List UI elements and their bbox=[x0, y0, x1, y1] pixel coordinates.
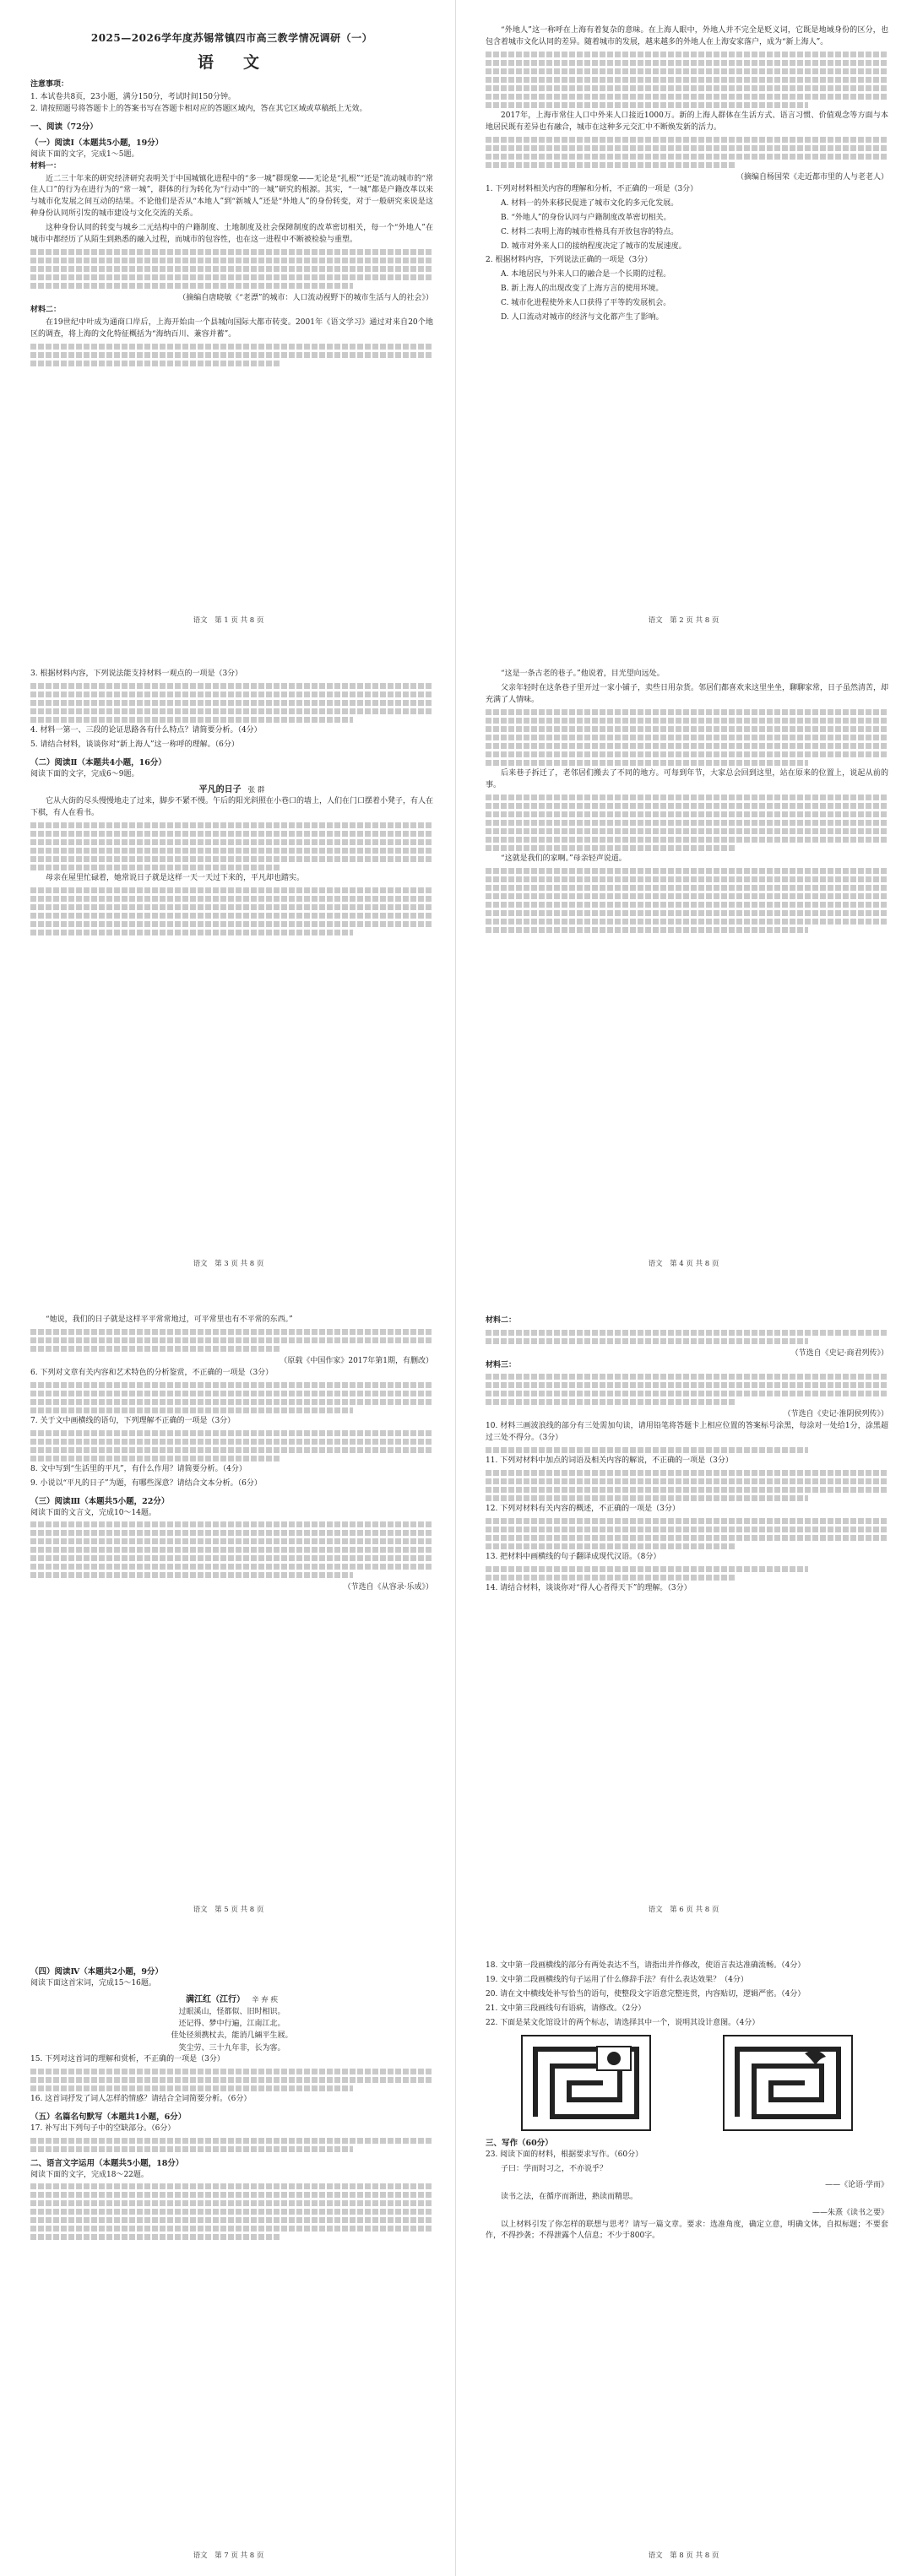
article-title bbox=[30, 782, 433, 794]
question: 8. 文中写到“生活里的平凡”，有什么作用？请简要分析。（4分） bbox=[30, 1464, 247, 1473]
passage-paragraph: “她说，我们的日子就是这样平平常常地过，可平常里也有不平常的东西。” bbox=[46, 1315, 293, 1324]
quote-text: 读书之法，在循序而渐进，熟读而精思。 bbox=[501, 2192, 638, 2201]
instruction: 阅读下面这首宋词，完成15～16题。 bbox=[30, 1979, 156, 1988]
page-footer: 语文 第 5 页 共 8 页 bbox=[193, 1906, 264, 1914]
logo-figures bbox=[486, 2035, 888, 2131]
passage-paragraph: 在19世纪中叶成为通商口岸后，上海开始由一个县城向国际大都市转变。2001年《语文学习》通过对来自20个地区的调查，将上海的文化特征概括为“海纳百川、兼容并蓄”。 bbox=[30, 317, 433, 339]
material-label: 材料一： bbox=[30, 162, 62, 171]
question: 16. 这首词抒发了词人怎样的情感？请结合全词简要分析。（6分） bbox=[30, 2095, 252, 2103]
passage-paragraph: 这种身份认同的转变与城乡二元结构中的户籍制度、土地制度及社会保障制度的改革密切相关，每一个“外地人”在城市中都经历了从陌生到熟悉的融入过程，而城市的包容性，也在这一进程中不断被检验与重塑。 bbox=[30, 224, 433, 245]
subsection-heading: （一）阅读Ⅰ（本题共5小题，19分） bbox=[30, 138, 164, 148]
exam-page-1 bbox=[7, 7, 450, 632]
option: C. 材料二表明上海的城市性格具有开放包容的特点。 bbox=[501, 227, 679, 236]
question: 12. 下列对材料有关内容的概述，不正确的一项是（3分） bbox=[486, 1504, 680, 1513]
logo-figure-b bbox=[723, 2035, 853, 2131]
passage-paragraph: 2017年，上海市常住人口中外来人口接近1000万。新的上海人群体在生活方式、语言习惯、价值观念等方面与本地居民既有差异也有融合，城市在这种多元交汇中不断焕发新的活力。 bbox=[486, 111, 888, 132]
subject-title: 语 文 bbox=[197, 53, 266, 72]
poem-line: 笑尘劳、三十九年非，长为客。 bbox=[178, 2043, 285, 2053]
note-item: 1. 本试卷共8页，23小题，满分150分，考试时间150分钟。 bbox=[30, 92, 236, 101]
logo-figure-a bbox=[521, 2035, 651, 2131]
page-footer: 语文 第 7 页 共 8 页 bbox=[193, 2552, 264, 2560]
question: 13. 把材料中画横线的句子翻译成现代汉语。（8分） bbox=[486, 1552, 661, 1561]
meander-pattern-icon bbox=[523, 2036, 649, 2129]
poem-line: 佳处径须携杖去，能消几緉平生屐。 bbox=[171, 2031, 293, 2041]
instruction: 阅读下面的文字，完成1～5题。 bbox=[30, 149, 139, 159]
question: 9. 小说以“平凡的日子”为题，有哪些深意？请结合文本分析。（6分） bbox=[30, 1478, 262, 1488]
question: 17. 补写出下列句子中的空缺部分。（6分） bbox=[30, 2123, 176, 2133]
page-footer: 语文 第 8 页 共 8 页 bbox=[648, 2552, 719, 2560]
question: 23. 阅读下面的材料，根据要求写作。（60分） bbox=[486, 2150, 643, 2159]
exam-page-2 bbox=[462, 7, 905, 632]
writing-requirement: 以上材料引发了你怎样的联想与思考？请写一篇文章。要求：选准角度，确定立意，明确文体，自拟标题；不要套作，不得抄袭；不得泄露个人信息；不少于800字。 bbox=[486, 2220, 888, 2241]
subsection-heading: （三）阅读Ⅲ（本题共5小题，22分） bbox=[30, 1496, 170, 1506]
option: B. “外地人”的身份认同与户籍制度改革密切相关。 bbox=[501, 213, 671, 222]
instruction: 阅读下面的文言文，完成10～14题。 bbox=[30, 1508, 156, 1517]
meander-bird-icon bbox=[725, 2036, 851, 2129]
exam-page-4 bbox=[462, 650, 905, 1275]
question: 10. 材料三画波浪线的部分有三处需加句读，请用铅笔将答题卡上相应位置的答案标号涂黑，每涂对一处给1分，涂黑超过三处不得分。（3分） bbox=[486, 1422, 888, 1442]
article-title-text: 平凡的日子 bbox=[198, 785, 242, 795]
notes-label: 注意事项： bbox=[30, 80, 69, 89]
material-label: 材料二： bbox=[486, 1316, 517, 1325]
poem-author: 辛 弃 疾 bbox=[252, 1995, 278, 2004]
exam-page-3 bbox=[7, 650, 450, 1275]
option: A. 材料一的外来移民促进了城市文化的多元化发展。 bbox=[501, 198, 679, 208]
passage-paragraph: 母亲在屋里忙碌着，她常说日子就是这样一天一天过下来的，平凡却也踏实。 bbox=[46, 874, 305, 883]
source-citation: （节选自《从容录·乐成》） bbox=[343, 1583, 433, 1592]
passage-paragraph: “这是一条古老的巷子。”他说着，目光望向远处。 bbox=[501, 670, 665, 678]
question: 6. 下列对文章有关内容和艺术特色的分析鉴赏，不正确的一项是（3分） bbox=[30, 1368, 274, 1377]
option: D. 人口流动对城市的经济与文化都产生了影响。 bbox=[501, 313, 664, 323]
poem-title bbox=[30, 1992, 433, 2004]
source-citation: （原载《中国作家》2017年第1期，有删改） bbox=[280, 1356, 433, 1365]
center-divider bbox=[455, 0, 456, 2576]
poem-line: 还记得、梦中行遍，江南江北。 bbox=[178, 2019, 285, 2028]
material-label: 材料二： bbox=[30, 306, 62, 315]
source-citation: （摘编自杨国荣《走近都市里的人与老老人） bbox=[736, 172, 888, 182]
question: 1. 下列对材料相关内容的理解和分析，不正确的一项是（3分） bbox=[486, 184, 698, 193]
option: D. 城市对外来人口的接纳程度决定了城市的发展速度。 bbox=[501, 241, 687, 251]
option: C. 城市化进程使外来人口获得了平等的发展机会。 bbox=[501, 299, 671, 308]
page-footer: 语文 第 4 页 共 8 页 bbox=[648, 1260, 719, 1268]
passage-paragraph: 它从大街的尽头慢慢地走了过来，脚步不紧不慢。午后的阳光斜照在小巷口的墙上，人们在门口摆着小凳子，有人在下棋，有人在看书。 bbox=[30, 797, 434, 818]
exam-page-7 bbox=[7, 1942, 450, 2567]
option: B. 新上海人的出现改变了上海方言的使用环境。 bbox=[501, 285, 664, 294]
page-footer: 语文 第 1 页 共 8 页 bbox=[193, 616, 264, 625]
subsection-heading: （四）阅读Ⅳ（本题共2小题，9分） bbox=[30, 1967, 164, 1977]
question: 19. 文中第二段画横线的句子运用了什么修辞手法？有什么表达效果？（4分） bbox=[486, 1975, 748, 1984]
exam-title: 2025—2026学年度苏锡常镇四市高三教学情况调研（一） bbox=[90, 32, 373, 44]
question: 20. 请在文中横线处补写恰当的语句，使整段文字语意完整连贯，内容贴切，逻辑严密。（4分） bbox=[486, 1989, 806, 1998]
note-item: 2. 请按照题号将答题卡上的答案书写在答题卡相对应的答题区域内，答在其它区域或草稿纸上无效。 bbox=[30, 105, 367, 113]
page-footer: 语文 第 6 页 共 8 页 bbox=[648, 1906, 719, 1914]
poem-line: 过眼溪山，怪都似、旧时相识。 bbox=[178, 2007, 285, 2016]
section-heading: 一、阅读（72分） bbox=[30, 122, 98, 132]
question: 18. 文中第一段画横线的部分有两处表达不当，请指出并作修改，使语言表达准确流畅。（4分） bbox=[486, 1961, 806, 1970]
question: 15. 下列对这首词的理解和赏析，不正确的一项是（3分） bbox=[30, 2055, 225, 2064]
question: 7. 关于文中画横线的语句，下列理解不正确的一项是（3分） bbox=[30, 1416, 236, 1425]
source-citation: （节选自《史记·淮阴侯列传》） bbox=[783, 1410, 888, 1418]
option: A. 本地居民与外来人口的融合是一个长期的过程。 bbox=[501, 270, 671, 279]
exam-page-8 bbox=[462, 1942, 905, 2567]
question: 5. 请结合材料，谈谈你对“新上海人”这一称呼的理解。（6分） bbox=[30, 740, 239, 749]
passage-paragraph: 近二三十年来的研究经济研究表明关于中国城镇化进程中的“多一城”群现象——无论是“扎根”“还是”流动城市的“常住人口”的行为在进行为的“常一城”，群体的行为转化为“行动中”的一城”研究的根源。其实，“一城”都是户籍改革以来与城市化发展之间互动的结果。不论他们是否从“本地人”到“新城人”还是“外地人”的身份转变，对于一般研究来说是这种身份认同所引发的城市建设与文化交流的关系。 bbox=[30, 174, 433, 219]
quote-source: ——朱熹《读书之要》 bbox=[812, 2208, 888, 2217]
passage-paragraph: 父亲年轻时在这条巷子里开过一家小铺子，卖些日用杂货。邻居们都喜欢来这里坐坐，聊聊家常，日子虽然清苦，却充满了人情味。 bbox=[486, 683, 889, 704]
article-author: 张 群 bbox=[247, 786, 265, 795]
source-citation: （节选自《史记·商君列传》） bbox=[790, 1348, 888, 1358]
quote-source: ——《论语·学而》 bbox=[825, 2180, 888, 2189]
page-footer: 语文 第 2 页 共 8 页 bbox=[648, 616, 719, 625]
exam-page-5 bbox=[7, 1296, 450, 1921]
question: 21. 文中第三段画线句有语病，请修改。（2分） bbox=[486, 2004, 646, 2013]
passage-paragraph: “这就是我们的家啊。”母亲轻声说道。 bbox=[501, 854, 627, 863]
question: 11. 下列对材料中加点的词语及相关内容的解说，不正确的一项是（3分） bbox=[486, 1456, 733, 1465]
question: 14. 请结合材料，谈谈你对“得人心者得天下”的理解。（3分） bbox=[486, 1583, 692, 1592]
question: 3. 根据材料内容，下列说法能支持材料一观点的一项是（3分） bbox=[30, 670, 243, 678]
subsection-heading: （二）阅读Ⅱ（本题共4小题，16分） bbox=[30, 757, 166, 767]
section-heading: 二、语言文字运用（本题共5小题，18分） bbox=[30, 2158, 184, 2168]
material-label: 材料三： bbox=[486, 1360, 517, 1369]
page-footer: 语文 第 3 页 共 8 页 bbox=[193, 1260, 264, 1268]
question: 2. 根据材料内容，下列说法正确的一项是（3分） bbox=[486, 256, 653, 265]
exam-page-6 bbox=[462, 1296, 905, 1921]
instruction: 阅读下面的文字，完成6～9题。 bbox=[30, 769, 139, 778]
poem-title-text: 满江红（江行） bbox=[186, 1994, 246, 2004]
passage-paragraph: 后来巷子拆迁了，老邻居们搬去了不同的地方。可每到年节，大家总会回到这里，站在原来的位置上，说起从前的事。 bbox=[486, 768, 888, 789]
instruction: 阅读下面的文字，完成18～22题。 bbox=[30, 2170, 149, 2179]
passage-paragraph: “外地人”这一称呼在上海有着复杂的意味。在上海人眼中，外地人并不完全是贬义词，它既是地域身份的区分，也包含着城市文化认同的差异。随着城市的发展，越来越多的外地人在上海安家落户，成为“新上海人”。 bbox=[486, 26, 888, 46]
subsection-heading: （五）名篇名句默写（本题共1小题，6分） bbox=[30, 2112, 187, 2122]
question: 4. 材料一第一、三段的论证思路各有什么特点？请简要分析。（4分） bbox=[30, 725, 262, 735]
question: 22. 下面是某文化馆设计的两个标志，请选择其中一个，说明其设计意图。（4分） bbox=[486, 2018, 760, 2027]
section-heading: 三、写作（60分） bbox=[486, 2138, 553, 2148]
quote-text: 子曰：学而时习之，不亦说乎？ bbox=[501, 2164, 608, 2173]
source-citation: （摘编自唐晓敏《“老漂”的城市：人口流动视野下的城市生活与人的社会》） bbox=[178, 294, 433, 303]
